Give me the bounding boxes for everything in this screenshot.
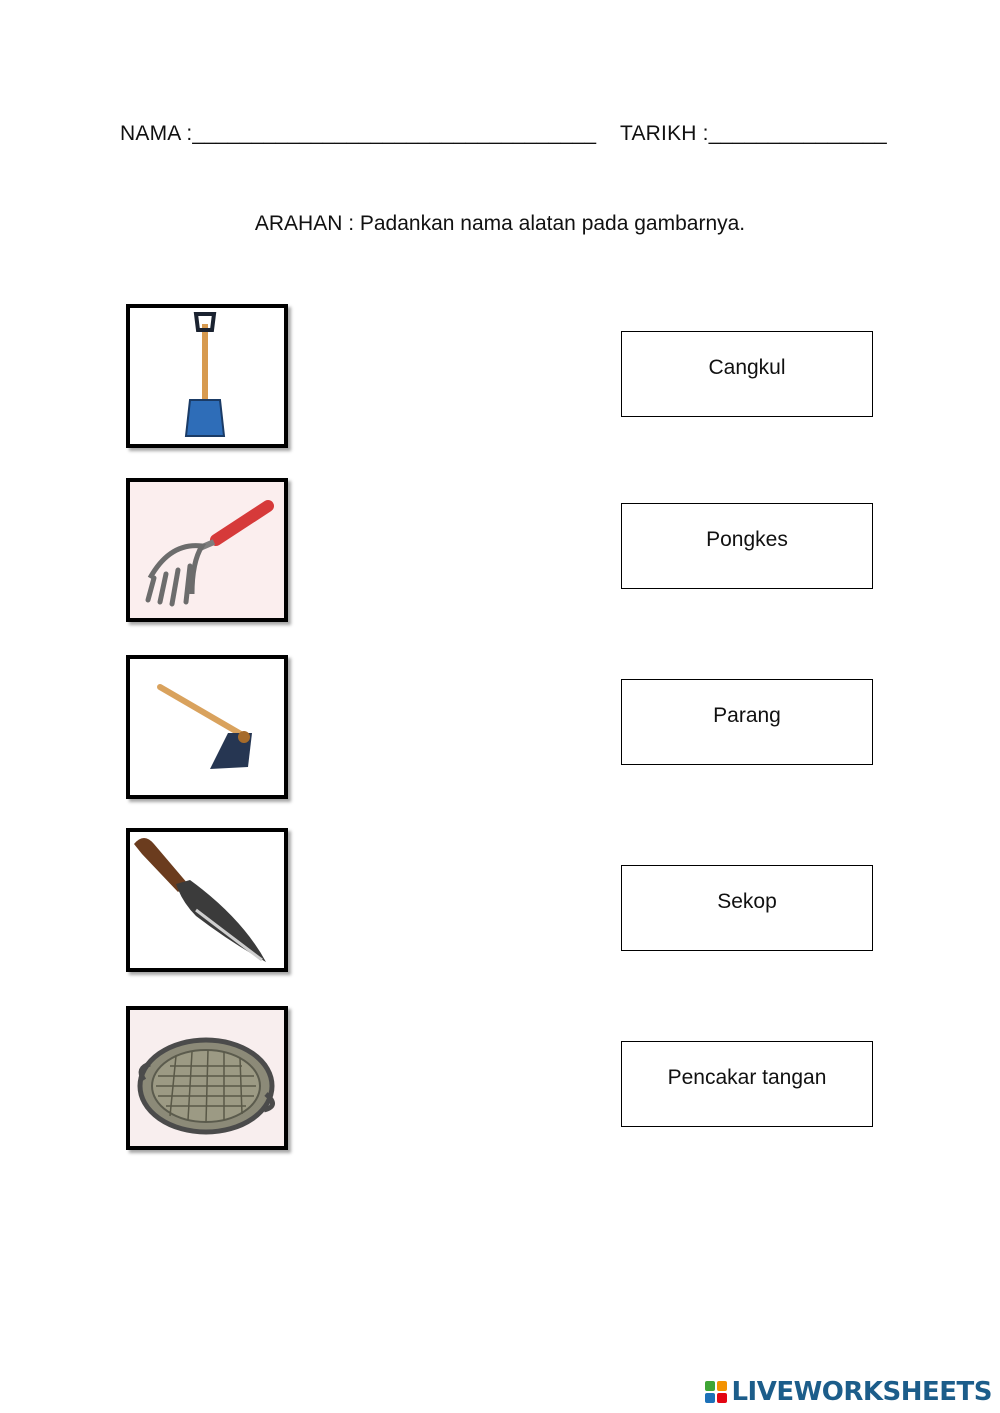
shovel-icon bbox=[130, 308, 284, 444]
hoe-icon bbox=[130, 659, 284, 795]
liveworksheets-logo-icon bbox=[705, 1381, 727, 1403]
picture-box-5[interactable] bbox=[126, 1006, 288, 1150]
logo-text: LIVEWORKSHEETS bbox=[731, 1377, 992, 1407]
instruction-text: ARAHAN : Padankan nama alatan pada gambarnya. bbox=[254, 212, 746, 235]
word-label: Parang bbox=[713, 704, 781, 727]
word-label: Cangkul bbox=[708, 356, 786, 379]
date-field-line: TARIKH :_______________ bbox=[620, 122, 887, 145]
picture-box-4[interactable] bbox=[126, 828, 288, 972]
word-box-1[interactable] bbox=[621, 331, 873, 417]
picture-box-1[interactable] bbox=[126, 304, 288, 448]
word-label: Sekop bbox=[717, 890, 777, 913]
woven-basket-icon bbox=[130, 1010, 284, 1146]
name-field-line: NAMA :__________________________________ bbox=[120, 122, 597, 145]
machete-icon bbox=[130, 832, 284, 968]
word-box-4[interactable] bbox=[621, 865, 873, 951]
word-box-2[interactable] bbox=[621, 503, 873, 589]
word-box-3[interactable] bbox=[621, 679, 873, 765]
word-box-5[interactable] bbox=[621, 1041, 873, 1127]
picture-box-3[interactable] bbox=[126, 655, 288, 799]
hand-rake-icon bbox=[130, 482, 284, 618]
picture-box-2[interactable] bbox=[126, 478, 288, 622]
word-label: Pongkes bbox=[706, 528, 788, 551]
liveworksheets-logo bbox=[705, 1377, 992, 1407]
word-label: Pencakar tangan bbox=[667, 1066, 827, 1089]
